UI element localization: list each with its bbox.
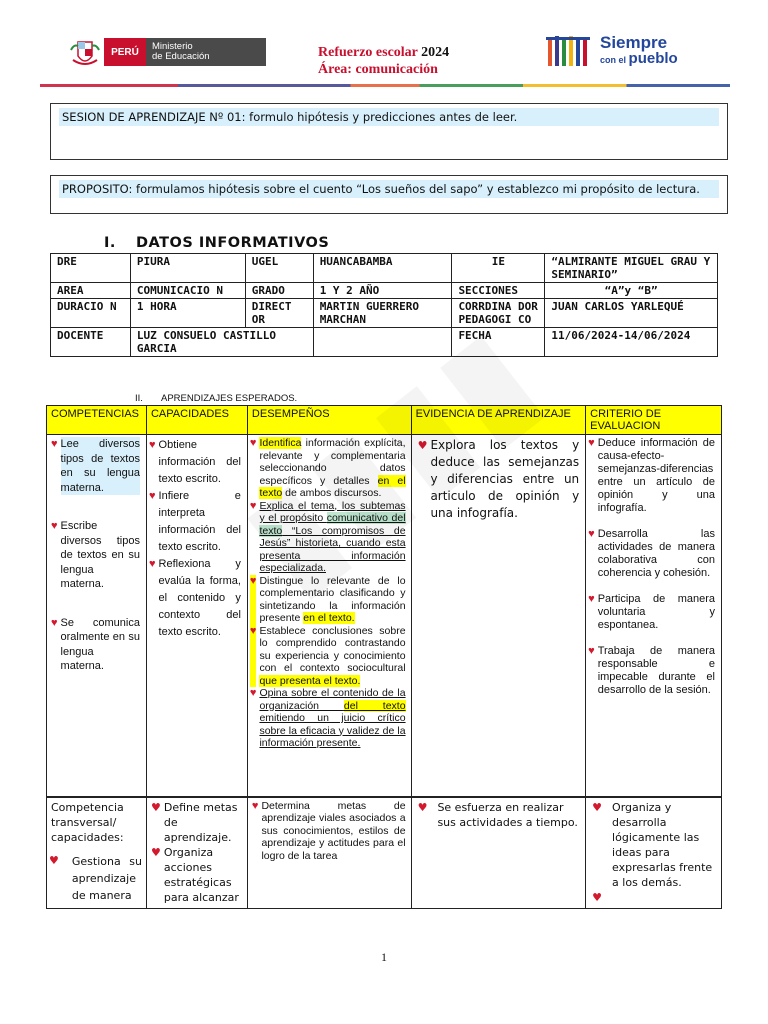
header-capacidades: CAPACIDADES	[146, 406, 247, 435]
competencia-item: Escribe diversos tipos de textos en su lengua materna.	[60, 520, 140, 590]
table-row	[51, 283, 718, 299]
competencias-cell	[47, 435, 147, 797]
session-text: SESION DE APRENDIZAJE Nº 01: formulo hipótesis y predicciones antes de leer.	[59, 108, 719, 126]
ie-label: IE	[452, 254, 545, 283]
desempeno-item: Distingue lo relevante de lo complementario clasificando y sintetizando la información presente en el texto.	[259, 574, 406, 624]
heart-bullet-icon: ♥	[588, 593, 595, 605]
duracion-value: 1 HORA	[130, 299, 245, 328]
section-1-heading	[104, 235, 329, 251]
heart-bullet-icon: ♥	[588, 437, 595, 449]
ugel-value: HUANCABAMBA	[313, 254, 452, 283]
heart-bullet-icon: ♥	[51, 438, 58, 450]
header-competencias: COMPETENCIAS	[47, 406, 147, 435]
dre-label: DRE	[51, 254, 131, 283]
header-desempenos: DESEMPEÑOS	[247, 406, 411, 435]
heart-bullet-icon: ♥	[51, 616, 58, 629]
competencia-item: Se comunica oralmente en su lengua materna.	[60, 616, 140, 672]
competencia-transversal-title: Competencia transversal/ capacidades:	[51, 800, 124, 844]
colored-bars-icon	[546, 34, 594, 70]
coordinador-label: CORRDINA DOR PEDAGOGI CO	[452, 299, 545, 328]
capacidades-transversal-cell	[146, 797, 247, 909]
dre-value: PIURA	[130, 254, 245, 283]
purpose-box	[50, 175, 728, 214]
heart-bullet-icon: ♥	[417, 800, 428, 814]
evidencia-cell	[411, 435, 586, 797]
heart-bullet-icon: ♥	[150, 845, 161, 859]
desempeno-transversal-cell	[247, 797, 411, 909]
table-row	[51, 328, 718, 357]
evidencia-text: Explora los textos y deduce las semejanzas y diferencias entre un articulo de opinión y una infografía.	[430, 438, 580, 520]
capacidad-transversal-item: Define metas de aprendizaje.	[163, 800, 238, 844]
siempre-con-el-pueblo-logo	[546, 32, 696, 72]
ministry-name	[146, 38, 266, 66]
header-criterio: CRITERIO DE EVALUACION	[586, 406, 722, 435]
ministry-line-1: Ministerio	[152, 41, 193, 52]
logo-small: con el	[600, 55, 627, 65]
datos-informativos-table	[50, 253, 718, 357]
heart-bullet-icon: ♥	[249, 687, 257, 699]
table-row	[47, 435, 722, 797]
evidencia-transversal-text: Se esfuerza en realizar sus actividades a tiempo.	[437, 800, 578, 829]
empty-cell	[313, 328, 452, 357]
criterio-item: Trabaja de manera responsable e impecable durante el desarrollo de la sesión.	[597, 645, 715, 696]
capacidad-transversal-item: Organiza acciones estratégicas para alcanzar	[163, 845, 239, 904]
section-2-heading	[135, 393, 297, 404]
competencia-transversal-cell	[47, 797, 147, 909]
heart-bullet-icon: ♥	[592, 800, 603, 814]
heart-bullet-icon: ♥	[250, 575, 257, 625]
docente-label: DOCENTE	[51, 328, 131, 357]
director-label: DIRECT OR	[245, 299, 313, 328]
header-evidencia: EVIDENCIA DE APRENDIZAJE	[411, 406, 586, 435]
page-header	[0, 0, 768, 92]
desempeno-transversal-text: Determina metas de aprendizaje viales asociados a sus conocimientos, estilos de aprendizaje y actitudes para el logro de la tarea	[261, 799, 406, 862]
area-label: AREA	[51, 283, 131, 299]
secciones-label: SECCIONES	[452, 283, 545, 299]
desempeno-item: Establece conclusiones sobre lo comprendido contrastando su experiencia y conocimiento con el contexto sociocultural que presenta el texto.	[259, 624, 406, 687]
table-row	[51, 254, 718, 283]
ministry-logo	[104, 38, 266, 66]
heart-bullet-icon: ♥	[592, 890, 603, 904]
logo-bold: pueblo	[628, 50, 678, 67]
competencia-transversal-item: Gestiona su aprendizaje de manera	[71, 854, 142, 902]
logo-line-2	[600, 52, 678, 67]
heart-bullet-icon: ♥	[249, 437, 257, 449]
director-value: MARTIN GUERRERO MARCHAN	[313, 299, 452, 328]
table-row	[47, 797, 722, 909]
section-1-number: I.	[104, 235, 116, 251]
peru-coat-of-arms-icon	[68, 40, 102, 68]
criterio-cell	[586, 435, 722, 797]
purpose-text: PROPOSITO: formulamos hipótesis sobre el cuento “Los sueños del sapo” y establezco mi propósito de lectura.	[59, 180, 719, 198]
section-2-title: APRENDIZAJES ESPERADOS.	[161, 393, 298, 404]
heart-bullet-icon: ♥	[249, 499, 257, 512]
logo-line-1: Siempre	[600, 33, 668, 52]
heart-bullet-icon: ♥	[251, 799, 259, 812]
coordinador-value: JUAN CARLOS YARLEQUÉ	[545, 299, 718, 328]
capacidad-item: Obtiene información del texto escrito.	[158, 439, 241, 485]
session-box	[50, 103, 728, 160]
grado-label: GRADO	[245, 283, 313, 299]
criterio-transversal-text: Organiza y desarrolla lógicamente las ideas para expresarlas frente a los demás.	[612, 800, 713, 889]
criterio-transversal-cell	[586, 797, 722, 909]
evidencia-transversal-cell	[411, 797, 586, 909]
criterio-item: Deduce información de causa-efecto-semejanzas-diferencias entre un artículo de opinión y una infografía.	[597, 437, 715, 514]
aprendizajes-table	[46, 405, 722, 909]
document-title	[318, 44, 518, 78]
docente-value: LUZ CONSUELO CASTILLO GARCIA	[130, 328, 313, 357]
desempeno-item: Opina sobre el contenido de la organización del texto emitiendo un juicio crítico sobre la eficacia y validez de la información presente.	[259, 687, 406, 749]
capacidad-item: Infiere e interpreta información del texto escrito.	[158, 490, 241, 553]
desempenos-cell	[247, 435, 411, 797]
secciones-value: “A”y “B”	[545, 283, 718, 299]
heart-bullet-icon: ♥	[417, 439, 428, 452]
title-line-2: Área: comunicación	[318, 62, 438, 77]
title-line-1: Refuerzo escolar	[318, 45, 418, 60]
criterio-item: Desarrolla las actividades de manera colaborativa con coherencia y cohesión.	[597, 528, 715, 579]
fecha-label: FECHA	[452, 328, 545, 357]
heart-bullet-icon: ♥	[148, 558, 156, 570]
heart-bullet-icon: ♥	[148, 439, 156, 451]
area-value: COMUNICACIO N	[130, 283, 245, 299]
duracion-label: DURACIO N	[51, 299, 131, 328]
table-row	[51, 299, 718, 328]
desempeno-item: Explica el tema, los subtemas y el propósito comunicativo del texto “Los compromisos de Jesús” historieta, cuando esta presenta información especializada.	[259, 499, 406, 574]
table-header-row	[47, 406, 722, 435]
ie-value: “ALMIRANTE MIGUEL GRAU Y SEMINARIO”	[545, 254, 718, 283]
heart-bullet-icon: ♥	[49, 853, 59, 867]
heart-bullet-icon: ♥	[148, 490, 156, 502]
page-number: 1	[381, 950, 387, 964]
ugel-label: UGEL	[245, 254, 313, 283]
heart-bullet-icon: ♥	[250, 625, 257, 688]
ministry-line-2: de Educación	[152, 51, 210, 62]
fecha-value: 11/06/2024-14/06/2024	[545, 328, 718, 357]
heart-bullet-icon: ♥	[588, 645, 595, 657]
heart-bullet-icon: ♥	[51, 520, 58, 532]
desempeno-item: Identifica información explícita, relevante y complementaria seleccionando datos específicos y detalles en el texto de ambos discursos.	[259, 437, 406, 499]
section-1-title: DATOS INFORMATIVOS	[136, 235, 330, 251]
capacidades-cell	[146, 435, 247, 797]
criterio-item: Participa de manera voluntaria y espontanea.	[597, 593, 715, 631]
title-year: 2024	[421, 45, 450, 60]
heart-bullet-icon: ♥	[150, 800, 161, 814]
section-2-number: II.	[135, 393, 143, 404]
peru-label: PERÚ	[104, 38, 146, 66]
header-color-divider	[40, 84, 730, 87]
grado-value: 1 Y 2 AÑO	[313, 283, 452, 299]
logo-text	[600, 34, 678, 67]
capacidad-item: Reflexiona y evalúa la forma, el contenido y contexto del texto escrito.	[158, 558, 241, 638]
competencia-item: Lee diversos tipos de textos en su lengua materna.	[60, 438, 140, 494]
heart-bullet-icon: ♥	[588, 528, 595, 540]
